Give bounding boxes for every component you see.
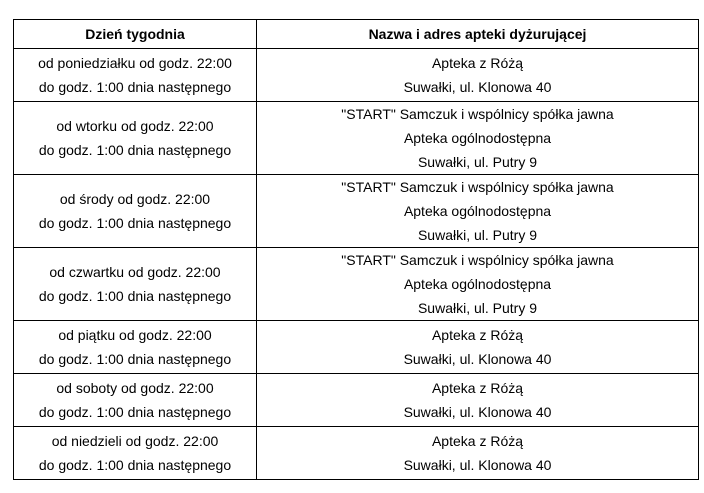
pharmacy-address: Suwałki, ul. Putry 9 [417, 154, 538, 170]
pharmacy-name: Apteka z Różą [431, 380, 524, 396]
day-end-text: do godz. 1:00 dnia następnego [38, 215, 232, 231]
pharmacy-company: "START" Samczuk i wspólnicy spółka jawna [341, 252, 614, 268]
day-end-text: do godz. 1:00 dnia następnego [38, 142, 232, 158]
table-header-row [14, 20, 699, 49]
table-row [14, 321, 699, 374]
table-row [14, 49, 699, 102]
pharmacy-cell [257, 248, 699, 321]
pharmacy-cell [257, 49, 699, 102]
day-start-text: od piątku od godz. 22:00 [58, 327, 212, 343]
day-end-text: do godz. 1:00 dnia następnego [38, 457, 232, 473]
pharmacy-cell [257, 427, 699, 480]
day-start-text: od czwartku od godz. 22:00 [49, 264, 221, 280]
header-day-of-week: Dzień tygodnia [14, 20, 257, 49]
day-cell [14, 248, 257, 321]
pharmacy-name: Apteka ogólnodostępna [403, 276, 552, 292]
pharmacy-cell [257, 374, 699, 427]
pharmacy-name: Apteka z Różą [431, 55, 524, 71]
pharmacy-company: "START" Samczuk i wspólnicy spółka jawna [341, 106, 614, 122]
day-cell [14, 102, 257, 175]
day-cell [14, 49, 257, 102]
pharmacy-address: Suwałki, ul. Putry 9 [417, 300, 538, 316]
day-start-text: od poniedziałku od godz. 22:00 [38, 55, 232, 71]
table-row [14, 248, 699, 321]
day-cell [14, 427, 257, 480]
day-cell [14, 321, 257, 374]
pharmacy-name: Apteka z Różą [431, 327, 524, 343]
day-start-text: od soboty od godz. 22:00 [56, 380, 214, 396]
pharmacy-address: Suwałki, ul. Klonowa 40 [403, 457, 552, 473]
pharmacy-address: Suwałki, ul. Klonowa 40 [403, 79, 552, 95]
day-end-text: do godz. 1:00 dnia następnego [38, 79, 232, 95]
pharmacy-cell [257, 175, 699, 248]
day-start-text: od niedzieli od godz. 22:00 [51, 433, 219, 449]
pharmacy-address: Suwałki, ul. Klonowa 40 [403, 404, 552, 420]
day-start-text: od środy od godz. 22:00 [59, 191, 211, 207]
pharmacy-address: Suwałki, ul. Putry 9 [417, 227, 538, 243]
day-end-text: do godz. 1:00 dnia następnego [38, 351, 232, 367]
day-end-text: do godz. 1:00 dnia następnego [38, 288, 232, 304]
day-start-text: od wtorku od godz. 22:00 [56, 118, 214, 134]
table-row [14, 102, 699, 175]
day-cell [14, 175, 257, 248]
pharmacy-cell [257, 321, 699, 374]
pharmacy-cell [257, 102, 699, 175]
table-row [14, 374, 699, 427]
pharmacy-name: Apteka z Różą [431, 433, 524, 449]
pharmacy-duty-table [13, 19, 699, 480]
table-row [14, 175, 699, 248]
day-cell [14, 374, 257, 427]
table-row [14, 427, 699, 480]
pharmacy-address: Suwałki, ul. Klonowa 40 [403, 351, 552, 367]
day-end-text: do godz. 1:00 dnia następnego [38, 404, 232, 420]
pharmacy-name: Apteka ogólnodostępna [403, 130, 552, 146]
pharmacy-name: Apteka ogólnodostępna [403, 203, 552, 219]
header-pharmacy-name-address: Nazwa i adres apteki dyżurującej [257, 20, 699, 49]
pharmacy-company: "START" Samczuk i wspólnicy spółka jawna [341, 179, 614, 195]
